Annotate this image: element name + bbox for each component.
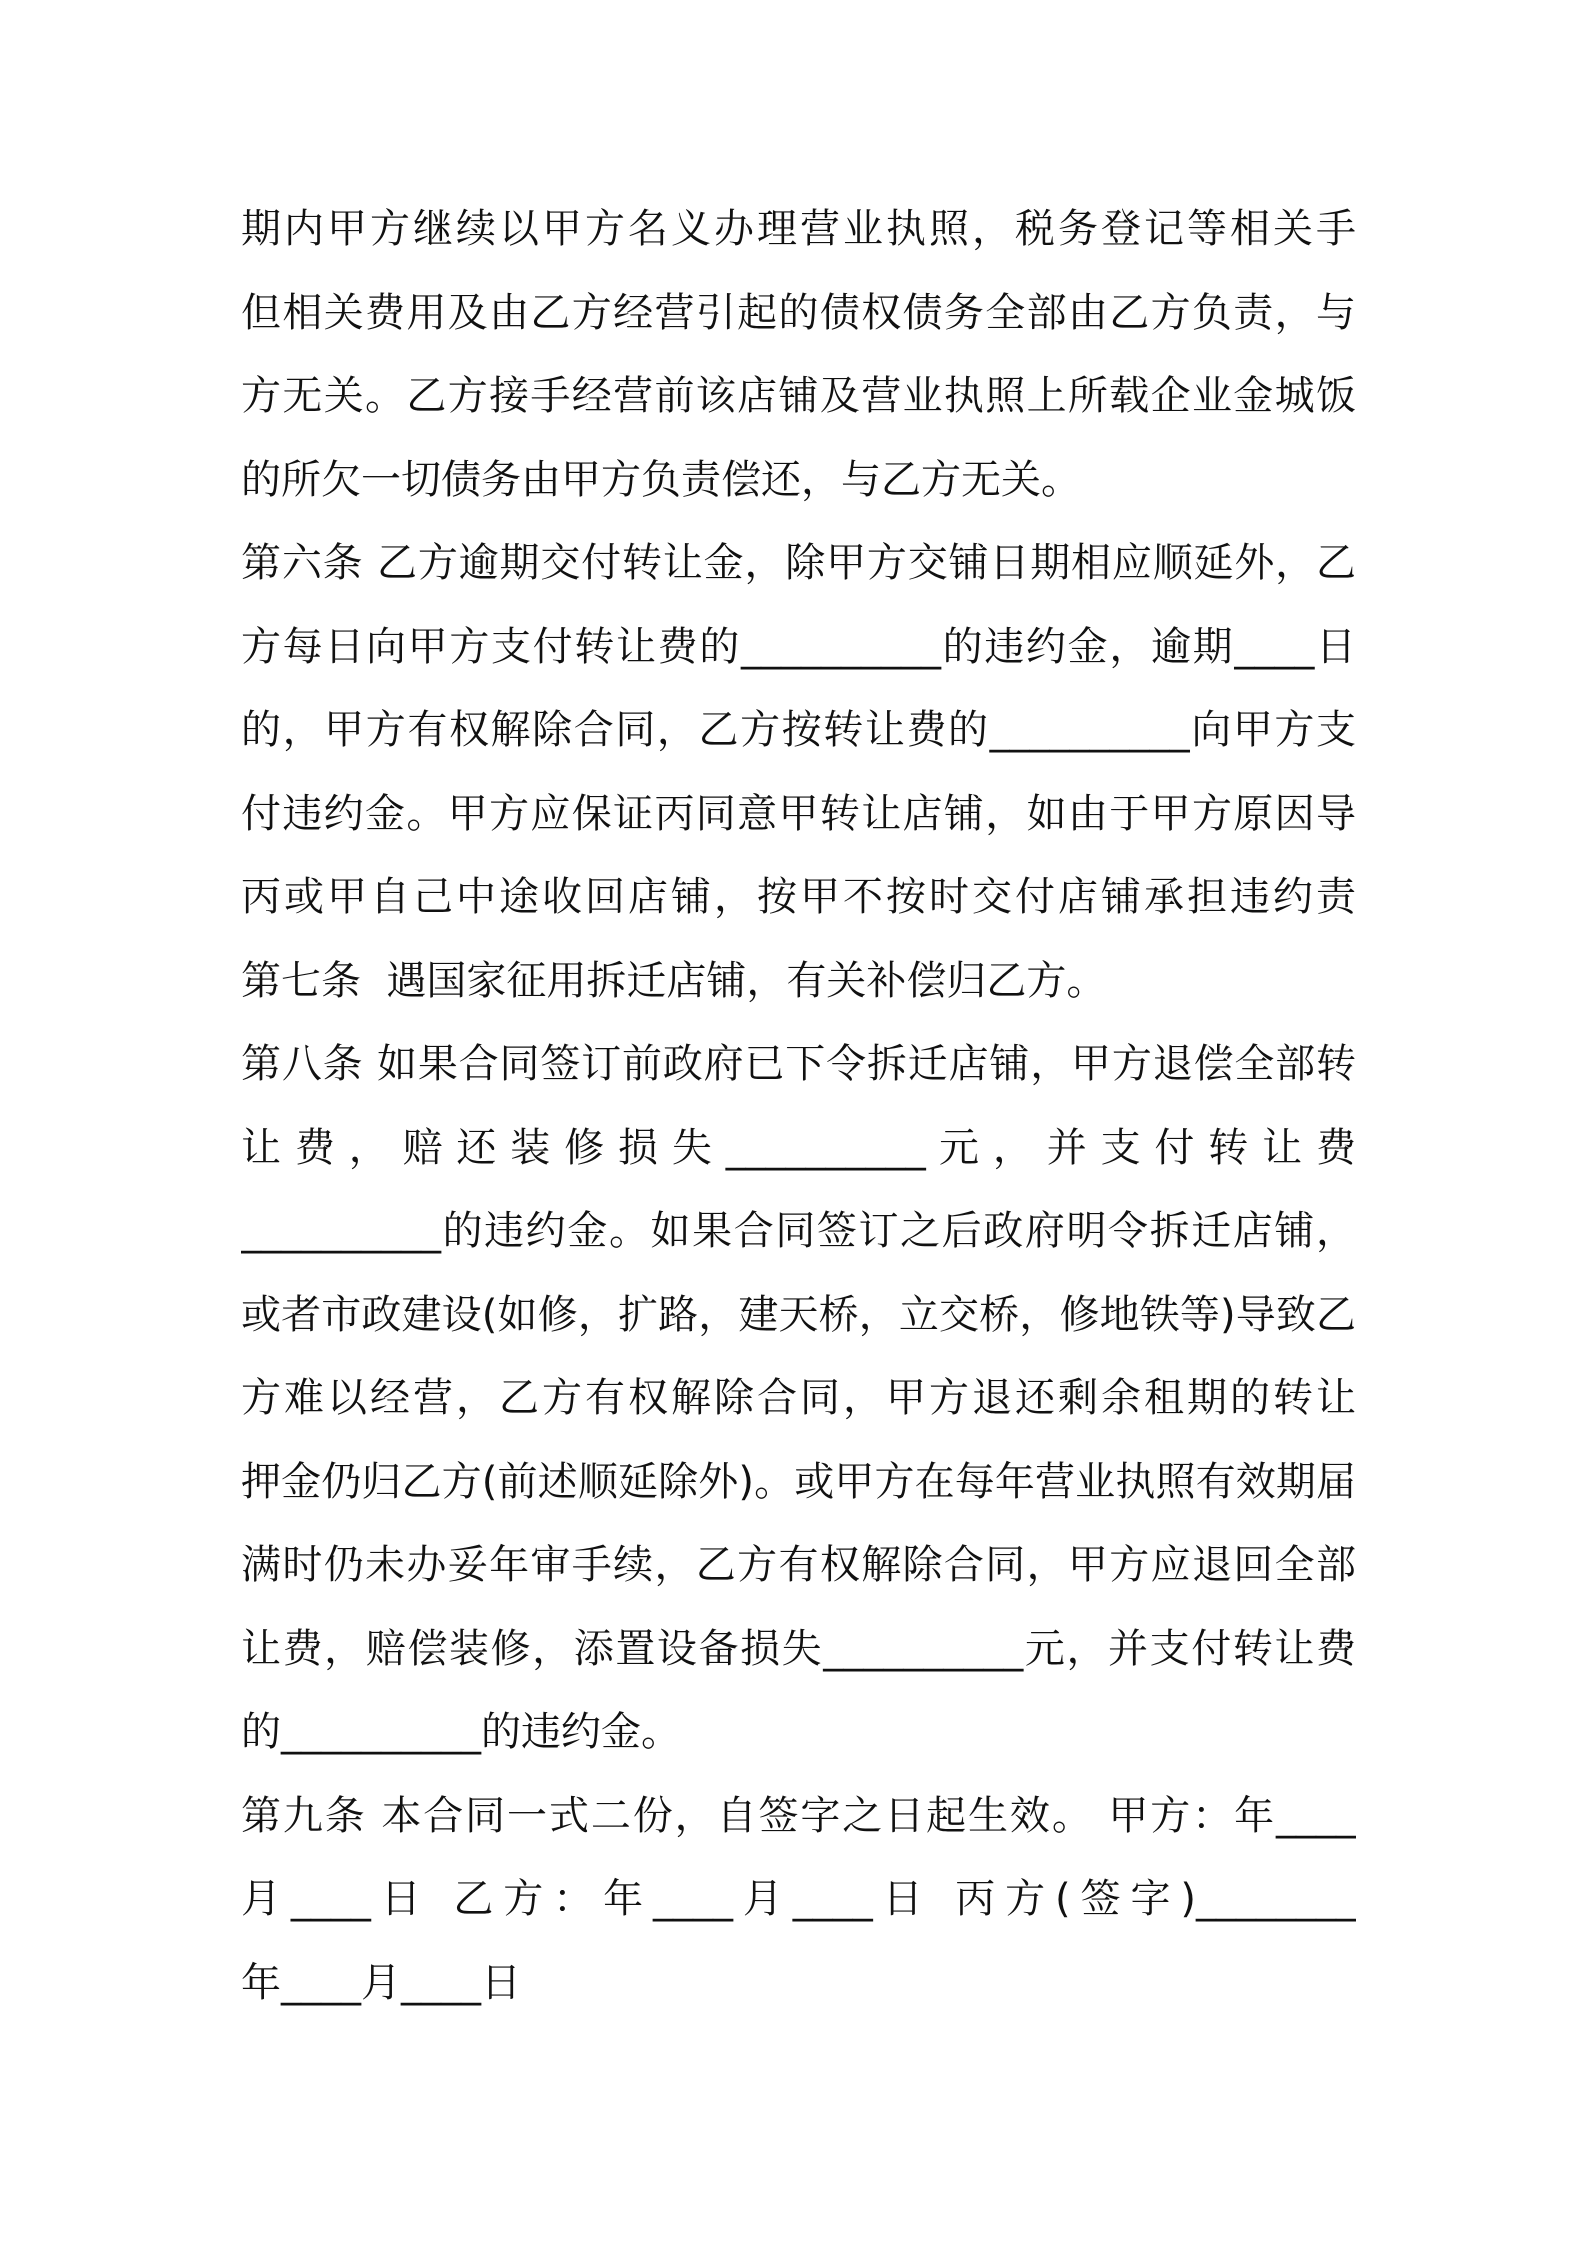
paragraph-line: 或者市政建设(如修，扩路，建天桥，立交桥，修地铁等)导致乙: [241, 1291, 1356, 1338]
article-8-line: 第八条 如果合同签订前政府已下令拆迁店铺，甲方退偿全部转: [241, 1041, 1356, 1087]
paragraph-line: 方每日向甲方支付转让费的__________的违约金，逾期____日: [241, 623, 1356, 670]
paragraph-line: 的，甲方有权解除合同，乙方按转让费的__________向甲方支: [241, 707, 1356, 753]
article-6-line: 第六条 乙方逾期交付转让金，除甲方交铺日期相应顺延外，乙: [241, 540, 1356, 586]
paragraph-line: 让费，赔偿装修，添置设备损失__________元，并支付转让费: [241, 1625, 1356, 1672]
signature-date-line: 年____月____日: [241, 1959, 521, 2006]
paragraph-line: 方无关。乙方接手经营前该店铺及营业执照上所载企业金城饭: [241, 373, 1356, 419]
paragraph-line: 让 费 ， 赔 还 装 修 损 失 __________ 元 ， 并 支 付 转 让 费: [241, 1124, 1356, 1171]
contract-body: [241, 188, 1356, 2025]
paragraph-line: 但相关费用及由乙方经营引起的债权债务全部由乙方负责，与: [241, 289, 1356, 336]
paragraph-line: 方难以经营，乙方有权解除合同，甲方退还剩余租期的转让: [241, 1375, 1356, 1421]
paragraph-line: __________的违约金。如果合同签订之后政府明令拆迁店铺，: [241, 1208, 1356, 1254]
paragraph-line: 付违约金。甲方应保证丙同意甲转让店铺，如由于甲方原因导: [241, 790, 1356, 837]
article-9-line: 第九条 本合同一式二份，自签字之日起生效。 甲方：年____: [241, 1792, 1356, 1839]
paragraph-line: 的__________的违约金。: [241, 1709, 681, 1755]
article-7-line: 第七条 遇国家征用拆迁店铺，有关补偿归乙方。: [241, 957, 1107, 1004]
signature-line: 月____日 乙方：年____月____日 丙方(签字)________: [241, 1876, 1356, 1922]
paragraph-line: 丙或甲自己中途收回店铺，按甲不按时交付店铺承担违约责: [241, 874, 1356, 920]
paragraph-line: 押金仍归乙方(前述顺延除外)。或甲方在每年营业执照有效期届: [241, 1458, 1356, 1505]
paragraph-line: 满时仍未办妥年审手续，乙方有权解除合同，甲方应退回全部: [241, 1542, 1356, 1588]
paragraph-line: 的所欠一切债务由甲方负责偿还，与乙方无关。: [241, 456, 1081, 503]
paragraph-line: 期内甲方继续以甲方名义办理营业执照，税务登记等相关手: [241, 206, 1356, 252]
